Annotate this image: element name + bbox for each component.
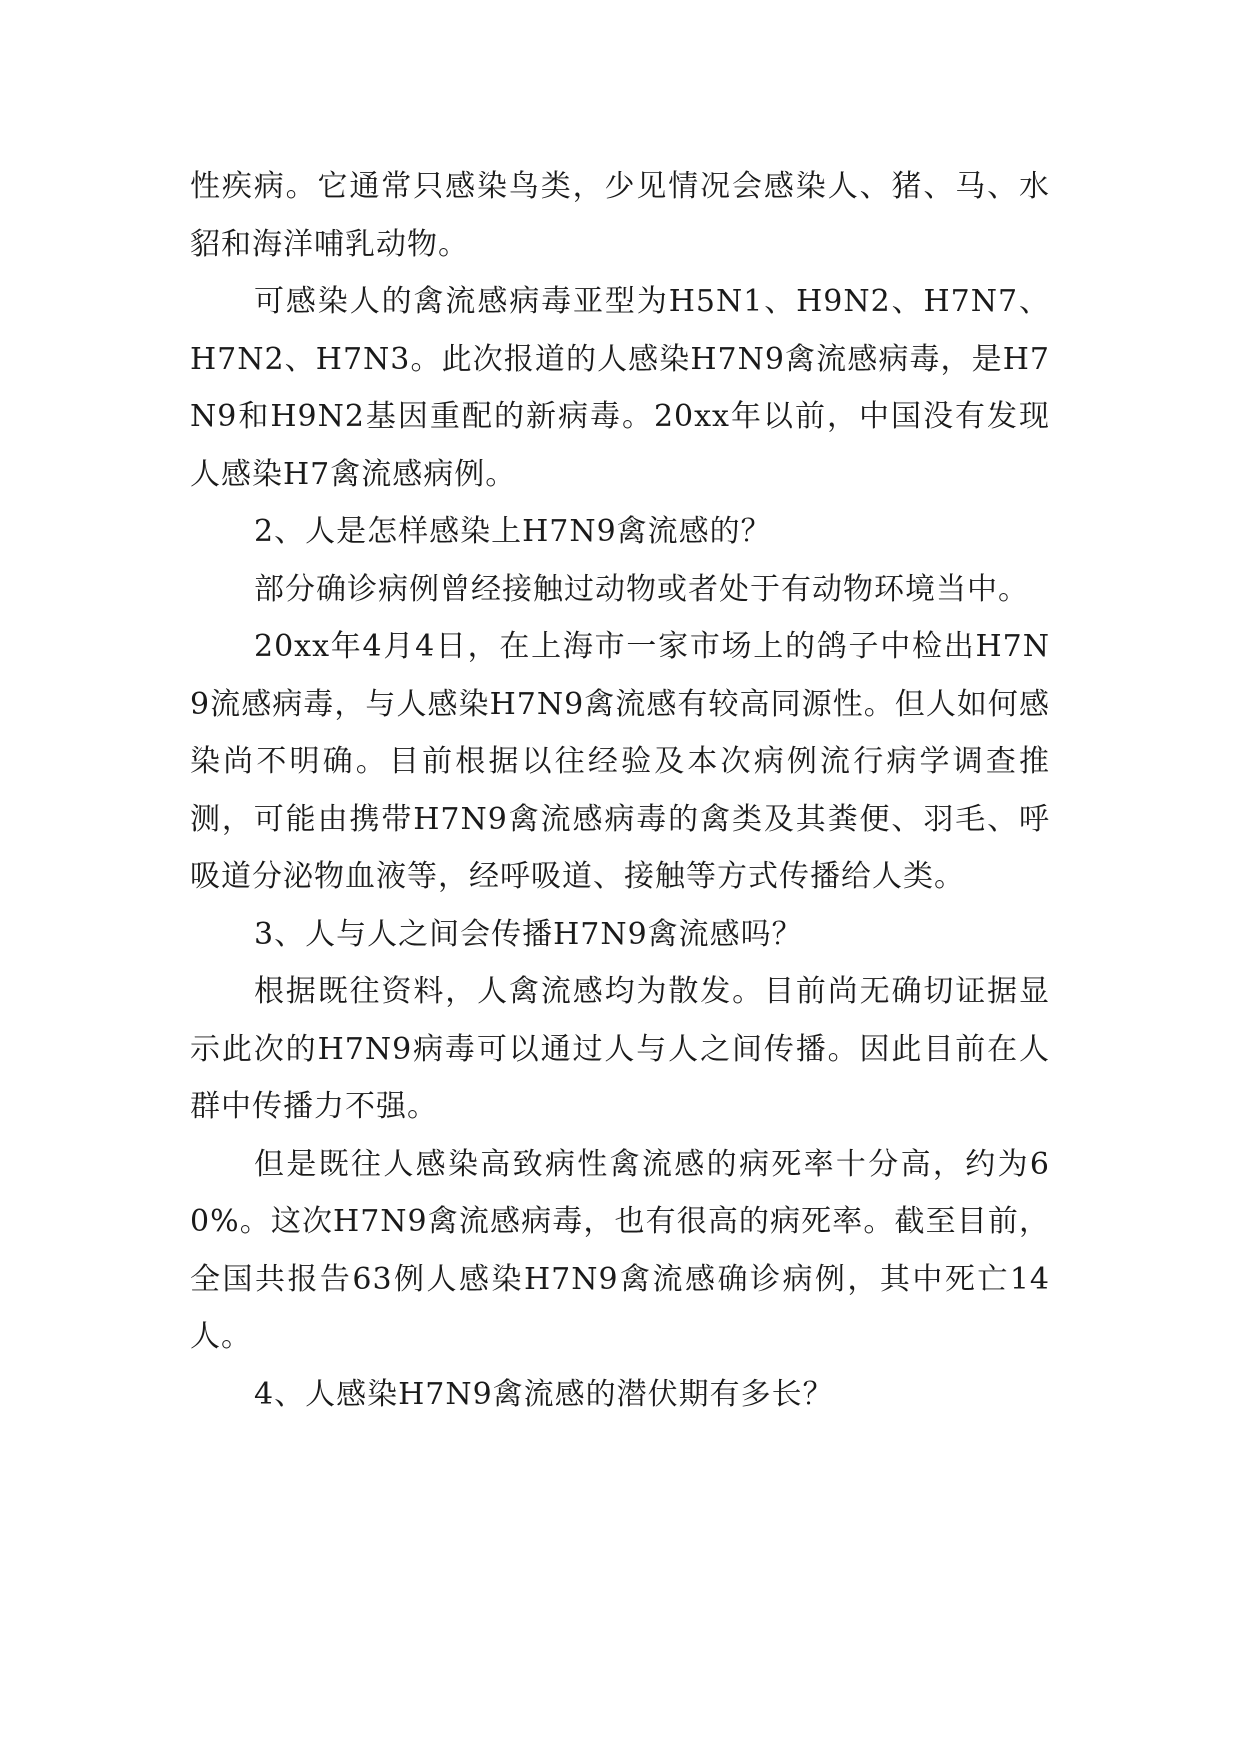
question-heading-3: 3、人与人之间会传播H7N9禽流感吗？ bbox=[254, 916, 803, 952]
paragraph-mortality: 但是既往人感染高致病性禽流感的病死率十分高，约为60%。这次H7N9禽流感病毒，也有很高的病死率。截至目前，全国共报告63例人感染H7N9禽流感确诊病例，其中死亡14人。 bbox=[190, 1146, 1050, 1354]
paragraph-continuation: 性疾病。它通常只感染鸟类，少见情况会感染人、猪、马、水貂和海洋哺乳动物。 bbox=[190, 169, 1050, 262]
question-heading-2: 2、人是怎样感染上H7N9禽流感的？ bbox=[254, 514, 772, 549]
document-body bbox=[190, 158, 1050, 1423]
paragraph-sporadic-cases: 根据既往资料，人禽流感均为散发。目前尚无确切证据显示此次的H7N9病毒可以通过人与人之间传播。因此目前在人群中传播力不强。 bbox=[190, 974, 1050, 1124]
question-heading-4: 4、人感染H7N9禽流感的潜伏期有多长？ bbox=[254, 1376, 834, 1412]
paragraph-animal-contact: 部分确诊病例曾经接触过动物或者处于有动物环境当中。 bbox=[254, 571, 1029, 607]
paragraph-shanghai-detection: 20xx年4月4日，在上海市一家市场上的鸽子中检出H7N9流感病毒，与人感染H7N9禽流感有较高同源性。但人如何感染尚不明确。目前根据以往经验及本次病例流行病学调查推测，可能由携带H7N9禽流感病毒的禽类及其粪便、羽毛、呼吸道分泌物血液等，经呼吸道、接触等方式传播给人类。 bbox=[190, 629, 1050, 894]
paragraph-virus-subtypes: 可感染人的禽流感病毒亚型为H5N1、H9N2、H7N7、H7N2、H7N3。此次报道的人感染H7N9禽流感病毒，是H7N9和H9N2基因重配的新病毒。20xx年以前，中国没有发现人感染H7禽流感病例。 bbox=[190, 284, 1050, 492]
